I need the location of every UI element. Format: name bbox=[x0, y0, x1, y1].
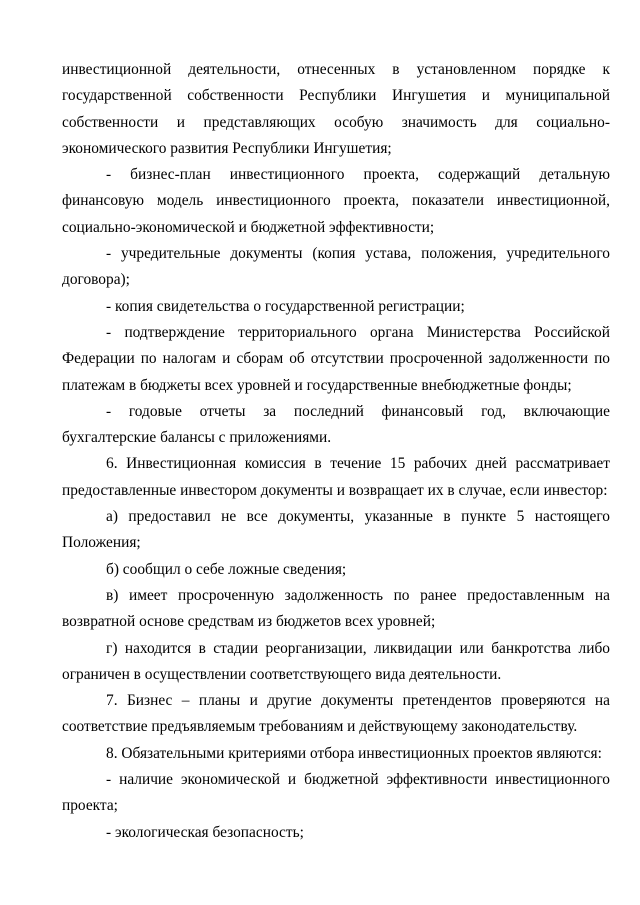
clause-7: 7. Бизнес – планы и другие документы претендентов проверяются на соответствие предъявляемым требованиям и действующему законодательству. bbox=[62, 692, 610, 736]
list-item-founding-documents: - учредительные документы (копия устава, положения, учредительного договора); bbox=[62, 245, 610, 289]
list-item-business-plan: - бизнес-план инвестиционного проекта, содержащий детальную финансовую модель инвестиционного проекта, показатели инвестиционной, социально-экономической и бюджетной эффективности; bbox=[62, 166, 610, 236]
list-item-annual-reports: - годовые отчеты за последний финансовый год, включающие бухгалтерские балансы с приложениями. bbox=[62, 402, 610, 447]
clause-6-item-v: в) имеет просроченную задолженность по ранее предоставленным на возвратной основе средствам из бюджетов всех уровней; bbox=[62, 586, 610, 631]
paragraph-continuation: инвестиционной деятельности, отнесенных в установленном порядке к государственной собственности Республики Ингушетия и муниципальной собственности и представляющих особую значимость для социально-экономического развития Республики Ингушетия; bbox=[62, 61, 610, 157]
clause-6: 6. Инвестиционная комиссия в течение 15 рабочих дней рассматривает предоставленные инвестором документы и возвращает их в случае, если инвестор: bbox=[62, 455, 610, 499]
clause-6-item-b: б) сообщил о себе ложные сведения; bbox=[106, 560, 347, 578]
clause-8-item-efficiency: - наличие экономической и бюджетной эффективности инвестиционного проекта; bbox=[62, 771, 610, 815]
list-item-tax-confirmation: - подтверждение территориального органа Министерства Российской Федерации по налогам и сборам об отсутствии просроченной задолженности по платежам в бюджеты всех уровней и государственные внебюджетные фонды; bbox=[62, 323, 610, 394]
clause-6-item-g: г) находится в стадии реорганизации, ликвидации или банкротства либо ограничен в осуществлении соответствующего вида деятельности. bbox=[62, 639, 610, 683]
list-item-registration-certificate: - копия свидетельства о государственной регистрации; bbox=[106, 297, 465, 315]
clause-8: 8. Обязательными критериями отбора инвестиционных проектов являются: bbox=[106, 744, 602, 762]
clause-6-item-a: а) предоставил не все документы, указанные в пункте 5 настоящего Положения; bbox=[62, 508, 610, 552]
document-page bbox=[62, 57, 610, 846]
clause-8-item-ecology: - экологическая безопасность; bbox=[106, 823, 304, 841]
